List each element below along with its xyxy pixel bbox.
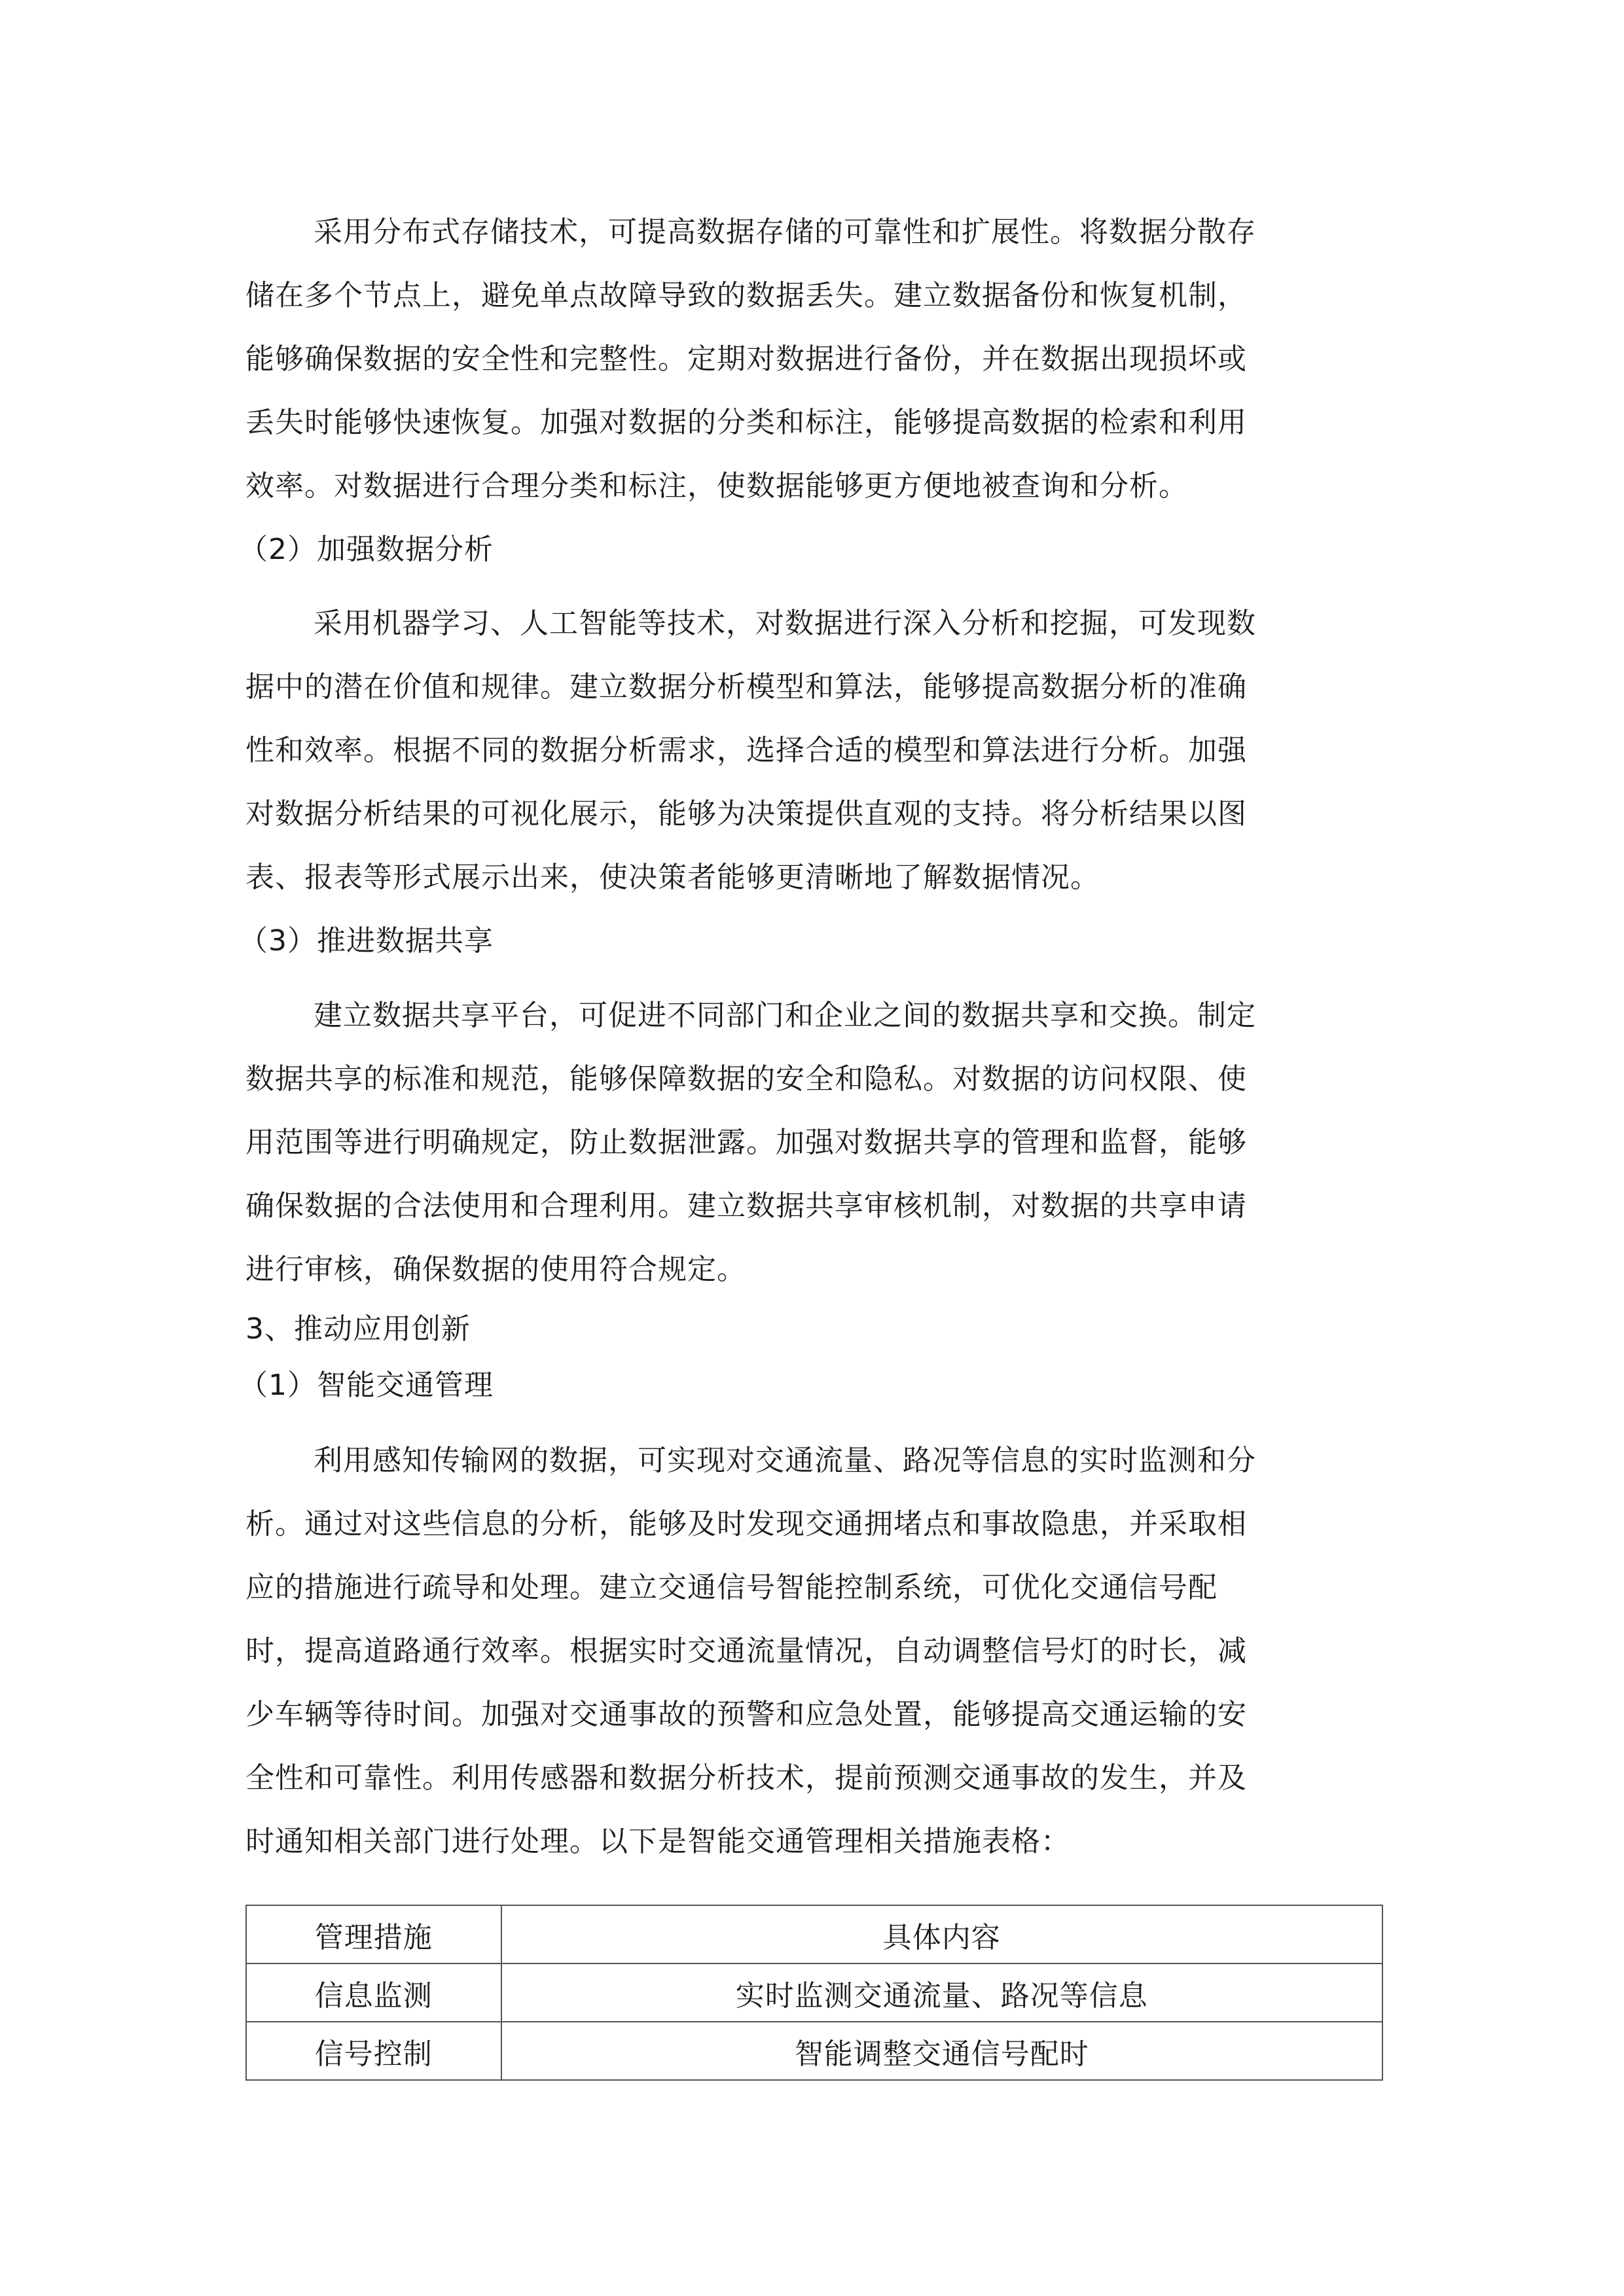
text-line: 能够确保数据的安全性和完整性。定期对数据进行备份，并在数据出现损坏或	[245, 342, 1247, 376]
table-header-cell: 管理措施	[246, 1905, 501, 1964]
text-line: 确保数据的合法使用和合理利用。建立数据共享审核机制，对数据的共享申请	[245, 1189, 1247, 1223]
text-line: 表、报表等形式展示出来，使决策者能够更清晰地了解数据情况。	[245, 861, 1100, 894]
subheading-smart-traffic: （1）智能交通管理	[239, 1369, 494, 1402]
text-line: 性和效率。根据不同的数据分析需求，选择合适的模型和算法进行分析。加强	[245, 734, 1247, 767]
text-line: 少车辆等待时间。加强对交通事故的预警和应急处置，能够提高交通运输的安	[245, 1698, 1247, 1731]
paragraph-smart-traffic	[245, 1429, 1384, 1873]
table-row	[246, 2022, 1382, 2080]
section-title-application-innovation: 3、推动应用创新	[245, 1312, 471, 1346]
paragraph-analysis	[239, 592, 1384, 973]
paragraph-sharing	[239, 984, 1384, 1414]
text-line: 采用分布式存储技术，可提高数据存储的可靠性和扩展性。将数据分散存	[314, 215, 1256, 249]
table-cell: 智能调整交通信号配时	[501, 2022, 1382, 2080]
text-line: 效率。对数据进行合理分类和标注，使数据能够更方便地被查询和分析。	[245, 469, 1188, 503]
text-line: 时，提高道路通行效率。根据实时交通流量情况，自动调整信号灯的时长，减	[245, 1634, 1247, 1668]
text-line: 储在多个节点上，避免单点故障导致的数据丢失。建立数据备份和恢复机制，	[245, 279, 1247, 312]
text-line: 据中的潜在价值和规律。建立数据分析模型和算法，能够提高数据分析的准确	[245, 670, 1247, 704]
table-row	[246, 1964, 1382, 2022]
table-cell: 信息监测	[246, 1964, 501, 2022]
text-line: 用范围等进行明确规定，防止数据泄露。加强对数据共享的管理和监督，能够	[245, 1126, 1247, 1159]
subheading-data-analysis: （2）加强数据分析	[239, 533, 494, 566]
table-cell: 实时监测交通流量、路况等信息	[501, 1964, 1382, 2022]
text-line: 进行审核，确保数据的使用符合规定。	[245, 1253, 746, 1286]
text-line: 建立数据共享平台，可促进不同部门和企业之间的数据共享和交换。制定	[314, 999, 1256, 1032]
text-line: 全性和可靠性。利用传感器和数据分析技术，提前预测交通事故的发生，并及	[245, 1761, 1247, 1795]
text-line: 应的措施进行疏导和处理。建立交通信号智能控制系统，可优化交通信号配	[245, 1571, 1218, 1604]
text-line: 时通知相关部门进行处理。以下是智能交通管理相关措施表格：	[245, 1825, 1070, 1858]
table-header-row	[246, 1905, 1382, 1964]
subheading-data-sharing: （3）推进数据共享	[239, 924, 494, 958]
text-line: 析。通过对这些信息的分析，能够及时发现交通拥堵点和事故隐患，并采取相	[245, 1507, 1247, 1541]
text-line: 对数据分析结果的可视化展示，能够为决策提供直观的支持。将分析结果以图	[245, 797, 1247, 831]
text-line: 丢失时能够快速恢复。加强对数据的分类和标注，能够提高数据的检索和利用	[245, 406, 1247, 439]
paragraph-storage	[239, 200, 1384, 581]
text-line: 采用机器学习、人工智能等技术，对数据进行深入分析和挖掘，可发现数	[314, 607, 1256, 640]
table-cell: 信号控制	[246, 2022, 501, 2080]
text-line: 数据共享的标准和规范，能够保障数据的安全和隐私。对数据的访问权限、使	[245, 1062, 1247, 1096]
text-line: 利用感知传输网的数据，可实现对交通流量、路况等信息的实时监测和分	[314, 1444, 1256, 1477]
table-header-cell: 具体内容	[501, 1905, 1382, 1964]
traffic-measures-table	[245, 1905, 1383, 2081]
